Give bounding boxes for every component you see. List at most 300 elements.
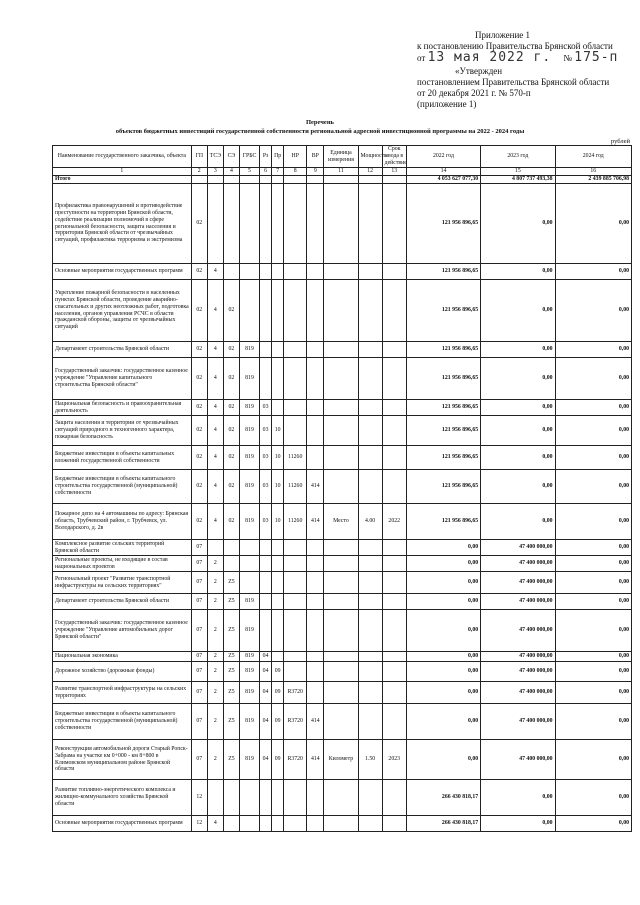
- column-number: 11: [324, 168, 358, 176]
- code-cell: 819: [239, 342, 259, 358]
- code-cell: 12: [191, 816, 207, 832]
- code-cell: 11260: [284, 470, 307, 504]
- code-cell: 04: [260, 662, 272, 682]
- code-cell: R3720: [284, 682, 307, 704]
- code-cell: [223, 556, 239, 572]
- code-cell: [358, 416, 382, 446]
- code-cell: [284, 610, 307, 652]
- table-row: [53, 504, 632, 540]
- code-cell: [284, 358, 307, 400]
- code-cell: 03: [260, 400, 272, 416]
- code-cell: [382, 400, 406, 416]
- approval-line-3: от 20 декабря 2021 г. № 570-п: [417, 88, 531, 98]
- column-header: СЭ: [223, 146, 239, 168]
- amount-cell: 0,00: [481, 400, 555, 416]
- code-cell: [284, 280, 307, 342]
- code-cell: [307, 816, 324, 832]
- code-cell: 02: [191, 470, 207, 504]
- code-cell: [223, 184, 239, 264]
- code-cell: [307, 400, 324, 416]
- code-cell: [307, 342, 324, 358]
- code-cell: [260, 280, 272, 342]
- code-cell: 2: [207, 740, 223, 780]
- code-cell: [358, 540, 382, 556]
- table-row: [53, 264, 632, 280]
- total-2022: 4 053 627 077,30: [406, 176, 480, 184]
- code-cell: [324, 446, 358, 470]
- amount-cell: 121 956 896,65: [406, 400, 480, 416]
- code-cell: [307, 184, 324, 264]
- row-name: Национальная безопасность и правоохранительная деятельность: [53, 400, 192, 416]
- code-cell: [324, 816, 358, 832]
- code-cell: 09: [272, 740, 284, 780]
- row-name: Основные мероприятия государственных программ: [53, 264, 192, 280]
- code-cell: [382, 682, 406, 704]
- table-row: [53, 682, 632, 704]
- amount-cell: 0,00: [555, 740, 631, 780]
- amount-cell: 0,00: [406, 704, 480, 740]
- code-cell: [284, 572, 307, 594]
- column-header: 2022 год: [406, 146, 480, 168]
- resolution-header: [417, 30, 632, 64]
- code-cell: 2: [207, 704, 223, 740]
- code-cell: 2022: [382, 504, 406, 540]
- code-cell: [239, 264, 259, 280]
- code-cell: 02: [223, 416, 239, 446]
- code-cell: [272, 610, 284, 652]
- amount-cell: 0,00: [555, 662, 631, 682]
- code-cell: 4: [207, 416, 223, 446]
- code-cell: 1.50: [358, 740, 382, 780]
- code-cell: [324, 264, 358, 280]
- code-cell: [223, 816, 239, 832]
- amount-cell: 0,00: [555, 358, 631, 400]
- code-cell: [307, 594, 324, 610]
- code-cell: Z5: [223, 594, 239, 610]
- code-cell: 02: [223, 342, 239, 358]
- code-cell: R3720: [284, 740, 307, 780]
- code-cell: [358, 816, 382, 832]
- table-row: [53, 652, 632, 662]
- column-number: 9: [307, 168, 324, 176]
- code-cell: [324, 342, 358, 358]
- row-name: Департамент строительства Брянской области: [53, 594, 192, 610]
- code-cell: [358, 652, 382, 662]
- row-name: Государственный заказчик: государственное казенное учреждение "Управление капитального строительства Брянской области": [53, 358, 192, 400]
- code-cell: [284, 400, 307, 416]
- code-cell: [324, 704, 358, 740]
- row-name: Комплексное развитие сельских территорий Брянской области: [53, 540, 192, 556]
- amount-cell: 0,00: [555, 780, 631, 816]
- code-cell: 414: [307, 470, 324, 504]
- code-cell: 02: [223, 400, 239, 416]
- code-cell: 03: [260, 446, 272, 470]
- code-cell: [324, 540, 358, 556]
- code-cell: 2023: [382, 740, 406, 780]
- code-cell: [272, 652, 284, 662]
- code-cell: 2: [207, 662, 223, 682]
- code-cell: 02: [223, 358, 239, 400]
- code-cell: 07: [191, 572, 207, 594]
- code-cell: [272, 280, 284, 342]
- code-cell: [260, 358, 272, 400]
- code-cell: [272, 264, 284, 280]
- table-row: [53, 184, 632, 264]
- code-cell: [284, 780, 307, 816]
- code-cell: [358, 264, 382, 280]
- column-number: 7: [272, 168, 284, 176]
- code-cell: [324, 184, 358, 264]
- code-cell: [307, 540, 324, 556]
- code-cell: Километр: [324, 740, 358, 780]
- code-cell: [239, 540, 259, 556]
- code-cell: [207, 780, 223, 816]
- column-header: ТСЭ: [207, 146, 223, 168]
- column-number: 1: [53, 168, 192, 176]
- amount-cell: 0,00: [555, 704, 631, 740]
- code-cell: [223, 540, 239, 556]
- code-cell: [358, 446, 382, 470]
- code-cell: 819: [239, 594, 259, 610]
- row-name: Бюджетные инвестиции в объекты капитального строительства государственной (муниципальной) собственности: [53, 470, 192, 504]
- code-cell: [260, 780, 272, 816]
- code-cell: 02: [223, 280, 239, 342]
- total-row: [53, 176, 632, 184]
- code-cell: [382, 704, 406, 740]
- code-cell: [260, 594, 272, 610]
- column-number: 15: [481, 168, 555, 176]
- code-cell: [307, 572, 324, 594]
- amount-cell: 0,00: [406, 740, 480, 780]
- code-cell: 819: [239, 682, 259, 704]
- code-cell: 12: [191, 780, 207, 816]
- amount-cell: 121 956 896,65: [406, 264, 480, 280]
- amount-cell: 0,00: [406, 610, 480, 652]
- column-header: Пр: [272, 146, 284, 168]
- approval-block: [417, 66, 632, 110]
- table-row: [53, 610, 632, 652]
- code-cell: [382, 264, 406, 280]
- code-cell: [307, 682, 324, 704]
- title-line-1: Перечень: [305, 119, 334, 126]
- code-cell: 07: [191, 740, 207, 780]
- code-cell: [307, 556, 324, 572]
- amount-cell: 0,00: [406, 540, 480, 556]
- code-cell: [307, 652, 324, 662]
- row-name: Департамент строительства Брянской области: [53, 342, 192, 358]
- code-cell: [284, 540, 307, 556]
- amount-cell: 0,00: [555, 184, 631, 264]
- column-header: 2023 год: [481, 146, 555, 168]
- table-row: [53, 556, 632, 572]
- handwritten-date: 13 мая 2022 г.: [427, 50, 552, 65]
- code-cell: [324, 610, 358, 652]
- amount-cell: 47 400 000,00: [481, 610, 555, 652]
- column-number: 13: [382, 168, 406, 176]
- title-line-2: объектов бюджетных инвестиций государственной собственности региональной адресной инвестиционной программы на 2022 - 2024 годы: [115, 128, 525, 135]
- investment-table: [52, 145, 632, 832]
- code-cell: [272, 400, 284, 416]
- column-header: ВР: [307, 146, 324, 168]
- code-cell: [284, 264, 307, 280]
- amount-cell: 0,00: [406, 572, 480, 594]
- code-cell: [358, 184, 382, 264]
- code-cell: 819: [239, 470, 259, 504]
- amount-cell: 47 400 000,00: [481, 652, 555, 662]
- code-cell: [284, 184, 307, 264]
- handwritten-number: 175-п: [574, 50, 619, 65]
- amount-cell: 0,00: [481, 816, 555, 832]
- amount-cell: 0,00: [406, 556, 480, 572]
- code-cell: Z5: [223, 572, 239, 594]
- amount-cell: 0,00: [555, 610, 631, 652]
- code-cell: 02: [223, 446, 239, 470]
- code-cell: [324, 572, 358, 594]
- code-cell: Z5: [223, 652, 239, 662]
- code-cell: Z5: [223, 610, 239, 652]
- code-cell: 07: [191, 540, 207, 556]
- code-cell: 02: [191, 416, 207, 446]
- code-cell: [324, 780, 358, 816]
- code-cell: 2: [207, 572, 223, 594]
- code-cell: Z5: [223, 682, 239, 704]
- code-cell: [284, 816, 307, 832]
- code-cell: [223, 264, 239, 280]
- column-header: Рз: [260, 146, 272, 168]
- amount-cell: 0,00: [481, 358, 555, 400]
- column-header: Наименование государственного заказчика, объекта: [53, 146, 192, 168]
- code-cell: [358, 662, 382, 682]
- code-cell: 07: [191, 556, 207, 572]
- code-cell: [284, 342, 307, 358]
- code-cell: [382, 572, 406, 594]
- code-cell: [284, 416, 307, 446]
- amount-cell: 47 400 000,00: [481, 540, 555, 556]
- approval-line-4: (приложение 1): [417, 99, 477, 109]
- code-cell: [324, 470, 358, 504]
- table-row: [53, 572, 632, 594]
- code-cell: 02: [223, 470, 239, 504]
- code-cell: [272, 780, 284, 816]
- code-cell: 414: [307, 704, 324, 740]
- code-cell: [324, 400, 358, 416]
- amount-cell: 47 400 000,00: [481, 662, 555, 682]
- table-row: [53, 400, 632, 416]
- code-cell: [272, 594, 284, 610]
- code-cell: 03: [260, 470, 272, 504]
- code-cell: [382, 416, 406, 446]
- code-cell: 04: [260, 704, 272, 740]
- code-cell: 10: [272, 446, 284, 470]
- column-number: 4: [223, 168, 239, 176]
- amount-cell: 47 400 000,00: [481, 572, 555, 594]
- table-row: [53, 358, 632, 400]
- code-cell: 819: [239, 652, 259, 662]
- code-cell: [358, 572, 382, 594]
- code-cell: [272, 816, 284, 832]
- row-name: Пожарное депо на 4 автомашины по адресу: Брянская область, Трубчевский район, г. Трубчевск, ул. Володарского, д. 2в: [53, 504, 192, 540]
- code-cell: 03: [260, 504, 272, 540]
- amount-cell: 0,00: [406, 594, 480, 610]
- approval-line-2: постановлением Правительства Брянской области: [417, 77, 610, 87]
- code-cell: 02: [191, 280, 207, 342]
- code-cell: 414: [307, 504, 324, 540]
- table-row: [53, 662, 632, 682]
- code-cell: 07: [191, 662, 207, 682]
- code-cell: Z5: [223, 704, 239, 740]
- code-cell: 4.00: [358, 504, 382, 540]
- code-cell: [284, 556, 307, 572]
- code-cell: 2: [207, 610, 223, 652]
- code-cell: 2: [207, 594, 223, 610]
- code-cell: [272, 342, 284, 358]
- code-cell: [382, 780, 406, 816]
- amount-cell: 0,00: [555, 652, 631, 662]
- code-cell: 07: [191, 594, 207, 610]
- code-cell: 02: [191, 342, 207, 358]
- code-cell: [382, 610, 406, 652]
- code-cell: [239, 572, 259, 594]
- amount-cell: 0,00: [555, 504, 631, 540]
- amount-cell: 121 956 896,65: [406, 184, 480, 264]
- code-cell: [260, 556, 272, 572]
- table-row: [53, 470, 632, 504]
- table-row: [53, 816, 632, 832]
- code-cell: 819: [239, 662, 259, 682]
- code-cell: [207, 540, 223, 556]
- amount-cell: 47 400 000,00: [481, 594, 555, 610]
- code-cell: [382, 342, 406, 358]
- code-cell: [260, 816, 272, 832]
- code-cell: 4: [207, 264, 223, 280]
- code-cell: [239, 816, 259, 832]
- code-cell: [260, 342, 272, 358]
- code-cell: 4: [207, 816, 223, 832]
- amount-cell: 0,00: [481, 264, 555, 280]
- code-cell: [260, 610, 272, 652]
- code-cell: [307, 264, 324, 280]
- column-number: 16: [555, 168, 631, 176]
- code-cell: [324, 416, 358, 446]
- total-label: Итого: [53, 176, 192, 184]
- code-cell: [260, 540, 272, 556]
- amount-cell: 0,00: [481, 416, 555, 446]
- code-cell: [324, 358, 358, 400]
- column-number: 5: [239, 168, 259, 176]
- code-cell: 414: [307, 740, 324, 780]
- resolution-label: к постановлению Правительства Брянской области: [417, 41, 613, 51]
- code-cell: [260, 184, 272, 264]
- code-cell: [307, 280, 324, 342]
- code-cell: 819: [239, 416, 259, 446]
- date-prefix: от: [417, 53, 426, 63]
- code-cell: [207, 184, 223, 264]
- code-cell: [358, 682, 382, 704]
- row-name: Региональный проект "Развитие транспортной инфраструктуры на сельских территориях": [53, 572, 192, 594]
- code-cell: [324, 682, 358, 704]
- amount-cell: 0,00: [555, 264, 631, 280]
- code-cell: [307, 610, 324, 652]
- code-cell: [324, 662, 358, 682]
- code-cell: [272, 556, 284, 572]
- column-number: 12: [358, 168, 382, 176]
- amount-cell: 47 400 000,00: [481, 556, 555, 572]
- code-cell: 11260: [284, 504, 307, 540]
- code-cell: [358, 400, 382, 416]
- code-cell: [223, 780, 239, 816]
- table-row: [53, 342, 632, 358]
- amount-cell: 47 400 000,00: [481, 682, 555, 704]
- code-cell: 4: [207, 358, 223, 400]
- code-cell: [272, 572, 284, 594]
- code-cell: [358, 594, 382, 610]
- amount-cell: 0,00: [555, 342, 631, 358]
- code-cell: [272, 184, 284, 264]
- code-cell: 4: [207, 504, 223, 540]
- code-cell: [382, 652, 406, 662]
- code-cell: 02: [191, 446, 207, 470]
- code-cell: 03: [260, 416, 272, 446]
- code-cell: [307, 416, 324, 446]
- code-cell: 02: [191, 400, 207, 416]
- column-header: Срок ввода в действие: [382, 146, 406, 168]
- row-name: Развитие транспортной инфраструктуры на сельских территориях: [53, 682, 192, 704]
- amount-cell: 0,00: [481, 470, 555, 504]
- code-cell: 07: [191, 610, 207, 652]
- amount-cell: 0,00: [555, 682, 631, 704]
- code-cell: R3720: [284, 704, 307, 740]
- code-cell: [358, 280, 382, 342]
- code-cell: [358, 610, 382, 652]
- amount-cell: 0,00: [481, 504, 555, 540]
- amount-cell: 0,00: [555, 470, 631, 504]
- currency-unit: рублей: [610, 138, 630, 145]
- amount-cell: 0,00: [555, 816, 631, 832]
- column-header: Мощность: [358, 146, 382, 168]
- code-cell: [382, 358, 406, 400]
- code-cell: 2: [207, 556, 223, 572]
- code-cell: 07: [191, 682, 207, 704]
- table-row: [53, 594, 632, 610]
- row-name: Реконструкция автомобильной дороги Старый Ропск-Забрама на участке км 0+000 - км 8+800 в Климовском муниципальном районе Брянской области: [53, 740, 192, 780]
- column-number: 3: [207, 168, 223, 176]
- row-name: Развитие топливно-энергетического комплекса и жилищно-коммунального хозяйства Брянской области: [53, 780, 192, 816]
- table-header-row: [53, 146, 632, 168]
- code-cell: 4: [207, 400, 223, 416]
- code-cell: 819: [239, 740, 259, 780]
- column-number: 14: [406, 168, 480, 176]
- amount-cell: 0,00: [555, 280, 631, 342]
- code-cell: 10: [272, 470, 284, 504]
- code-cell: [284, 594, 307, 610]
- number-sign: №: [563, 53, 572, 63]
- code-cell: 819: [239, 610, 259, 652]
- amount-cell: 0,00: [555, 416, 631, 446]
- code-cell: [382, 816, 406, 832]
- table-row: [53, 280, 632, 342]
- code-cell: [382, 280, 406, 342]
- code-cell: [260, 572, 272, 594]
- code-cell: 07: [191, 704, 207, 740]
- document-title: [40, 118, 600, 136]
- row-name: Основные мероприятия государственных программ: [53, 816, 192, 832]
- amount-cell: 47 400 000,00: [481, 740, 555, 780]
- code-cell: [324, 556, 358, 572]
- row-name: Национальная экономика: [53, 652, 192, 662]
- amount-cell: 121 956 896,65: [406, 416, 480, 446]
- code-cell: [382, 540, 406, 556]
- column-header: НР: [284, 146, 307, 168]
